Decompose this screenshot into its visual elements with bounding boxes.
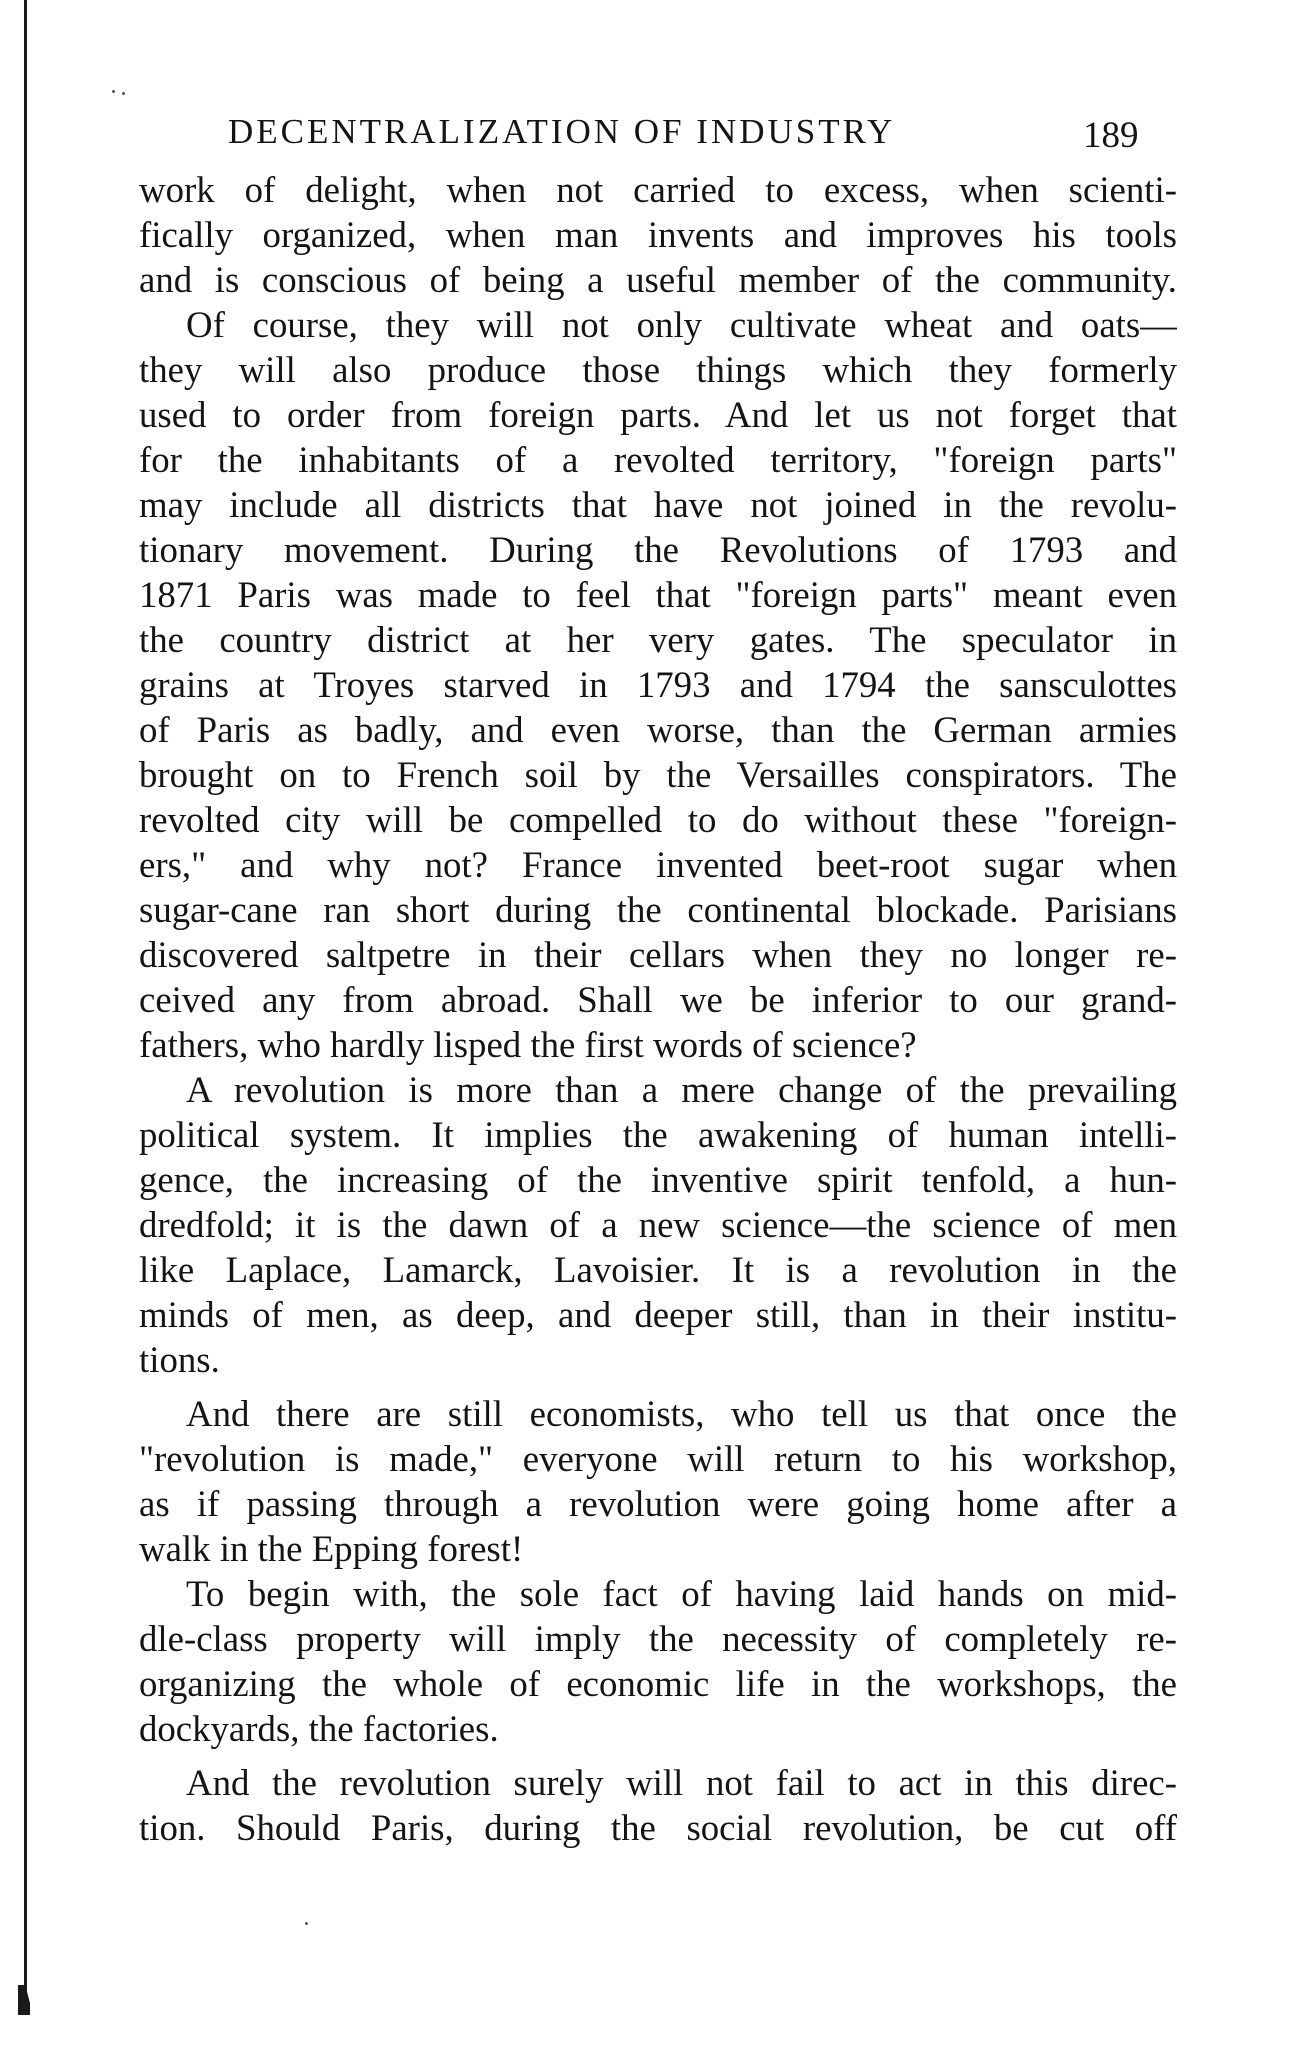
- running-head: DECENTRALIZATION OF INDUSTRY: [228, 112, 896, 151]
- page-number: 189: [1083, 115, 1139, 156]
- text-line: revolted city will be compelled to do without these "foreign-: [139, 799, 1177, 840]
- text-line: like Laplace, Lamarck, Lavoisier. It is a revolution in the: [139, 1249, 1177, 1290]
- paragraph-first-line: And the revolution surely will not fail to act in this direc-: [186, 1762, 1177, 1803]
- text-line: 1871 Paris was made to feel that "foreign parts" meant even: [139, 574, 1177, 615]
- page-binding-edge: [24, 0, 27, 2010]
- text-line: the country district at her very gates. The speculator in: [139, 619, 1177, 660]
- text-line: fically organized, when man invents and improves his tools: [139, 214, 1177, 255]
- text-line: grains at Troyes starved in 1793 and 1794 the sansculottes: [139, 664, 1177, 705]
- text-line: for the inhabitants of a revolted territory, "foreign parts": [139, 439, 1177, 480]
- body-text: [139, 167, 1177, 1850]
- page-header: [228, 108, 1208, 168]
- print-speck: [112, 90, 115, 93]
- print-speck: [122, 92, 125, 95]
- text-line: dle-class property will imply the necessity of completely re-: [139, 1618, 1177, 1659]
- paragraph-last-line: fathers, who hardly lisped the first words of science?: [139, 1024, 917, 1065]
- text-line: ers," and why not? France invented beet-root sugar when: [139, 844, 1177, 885]
- text-line: tionary movement. During the Revolutions of 1793 and: [139, 529, 1177, 570]
- paragraph-last-line: dockyards, the factories.: [139, 1708, 499, 1749]
- text-line: work of delight, when not carried to excess, when scienti-: [139, 169, 1177, 210]
- text-line: sugar-cane ran short during the continental blockade. Parisians: [139, 889, 1177, 930]
- text-line: of Paris as badly, and even worse, than the German armies: [139, 709, 1177, 750]
- text-line: gence, the increasing of the inventive spirit tenfold, a hun-: [139, 1159, 1177, 1200]
- print-speck: [305, 1922, 308, 1925]
- text-line: and is conscious of being a useful member of the community.: [139, 259, 1177, 300]
- paragraph-first-line: To begin with, the sole fact of having laid hands on mid-: [186, 1573, 1177, 1614]
- text-line: political system. It implies the awakening of human intelli-: [139, 1114, 1177, 1155]
- text-line: may include all districts that have not joined in the revolu-: [139, 484, 1177, 525]
- text-line: minds of men, as deep, and deeper still, than in their institu-: [139, 1294, 1177, 1335]
- text-line: used to order from foreign parts. And let us not forget that: [139, 394, 1177, 435]
- paragraph-last-line: walk in the Epping forest!: [139, 1528, 524, 1569]
- text-line: "revolution is made," everyone will return to his workshop,: [139, 1438, 1177, 1479]
- text-line: brought on to French soil by the Versailles conspirators. The: [139, 754, 1177, 795]
- text-line: as if passing through a revolution were going home after a: [139, 1483, 1177, 1524]
- text-line: tion. Should Paris, during the social revolution, be cut off: [139, 1807, 1177, 1848]
- paragraph-first-line: A revolution is more than a mere change of the prevailing: [186, 1069, 1177, 1110]
- paragraph-last-line: tions.: [139, 1339, 220, 1380]
- text-line: ceived any from abroad. Shall we be inferior to our grand-: [139, 979, 1177, 1020]
- binding-edge-foot: [18, 1985, 30, 2015]
- paragraph-first-line: Of course, they will not only cultivate wheat and oats—: [186, 304, 1177, 345]
- paragraph-first-line: And there are still economists, who tell us that once the: [186, 1393, 1177, 1434]
- text-line: they will also produce those things which they formerly: [139, 349, 1177, 390]
- text-line: dredfold; it is the dawn of a new science—the science of men: [139, 1204, 1177, 1245]
- text-line: discovered saltpetre in their cellars when they no longer re-: [139, 934, 1177, 975]
- text-line: organizing the whole of economic life in the workshops, the: [139, 1663, 1177, 1704]
